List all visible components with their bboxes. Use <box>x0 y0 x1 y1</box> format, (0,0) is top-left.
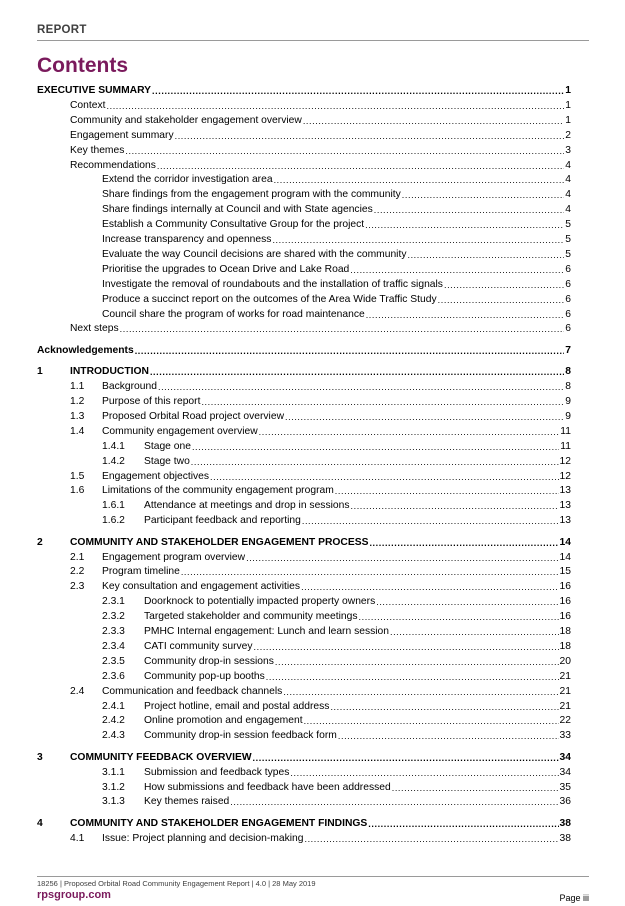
toc-leader-dots <box>301 580 558 594</box>
toc-leader-dots <box>438 293 565 307</box>
toc-entry[interactable] <box>37 781 571 795</box>
toc-entry-title: Produce a succinct report on the outcomes of the Area Wide Traffic Study <box>102 293 437 305</box>
toc-entry-title: Stage two <box>144 455 190 467</box>
toc-entry-title: Recommendations <box>70 159 156 171</box>
toc-entry[interactable] <box>37 595 571 609</box>
toc-entry-title: Investigate the removal of roundabouts and the installation of traffic signals <box>102 278 443 290</box>
toc-entry-page: 1 <box>565 114 571 126</box>
toc-entry-title: Participant feedback and reporting <box>144 515 301 527</box>
toc-entry[interactable] <box>37 714 571 728</box>
toc-entry-number: 1.4.2 <box>102 455 125 467</box>
toc-entry[interactable] <box>37 410 571 424</box>
toc-entry-page: 15 <box>559 566 571 578</box>
toc-entry[interactable] <box>37 470 571 484</box>
toc-entry-title: Evaluate the way Council decisions are shared with the community <box>102 248 407 260</box>
toc-entry-number: 1.2 <box>70 396 85 407</box>
toc-entry[interactable] <box>37 729 571 743</box>
toc-leader-dots <box>175 129 565 143</box>
footer-brand-link[interactable]: rpsgroup.com <box>37 889 111 901</box>
toc-leader-dots <box>369 536 558 550</box>
toc-entry-number: 2.4.1 <box>102 700 125 712</box>
toc-entry[interactable] <box>37 380 571 394</box>
toc-entry-number: 4.1 <box>70 832 85 844</box>
toc-entry-title: Community drop-in session feedback form <box>144 730 337 742</box>
toc-entry-title: Submission and feedback types <box>144 766 290 778</box>
toc-entry-title: How submissions and feedback have been addressed <box>144 781 391 793</box>
toc-entry[interactable] <box>37 203 571 217</box>
toc-entry[interactable] <box>37 766 571 780</box>
toc-entry[interactable] <box>37 114 571 128</box>
toc-entry-page: 35 <box>559 781 571 793</box>
toc-entry-number: 1.5 <box>70 470 85 482</box>
toc-leader-dots <box>157 159 564 173</box>
toc-entry-title: Limitations of the community engagement program <box>102 485 334 497</box>
toc-entry[interactable] <box>37 144 571 158</box>
toc-entry-page: 13 <box>559 485 571 497</box>
toc-entry-page: 13 <box>559 500 571 512</box>
toc-entry-number: 2 <box>37 536 43 548</box>
toc-leader-dots <box>390 625 559 639</box>
toc-entry-page: 22 <box>559 715 571 727</box>
toc-entry[interactable] <box>37 484 571 498</box>
toc-leader-dots <box>150 365 564 379</box>
toc-entry-page: 5 <box>565 219 571 231</box>
toc-leader-dots <box>246 551 558 565</box>
toc-entry[interactable] <box>37 293 571 307</box>
toc-entry-title: Background <box>102 381 157 393</box>
toc-leader-dots <box>351 499 559 513</box>
toc-entry-title: Key themes <box>70 144 125 156</box>
toc-entry-page: 11 <box>560 440 571 452</box>
toc-leader-dots <box>302 514 559 528</box>
toc-leader-dots <box>402 188 565 202</box>
toc-entry-number: 2.4.2 <box>102 715 125 727</box>
toc-leader-dots <box>192 440 559 454</box>
toc-entry-page: 4 <box>565 174 571 186</box>
toc-entry-title: INTRODUCTION <box>70 366 149 378</box>
toc-entry-page: 14 <box>559 551 571 563</box>
toc-entry-title: CATI community survey <box>144 640 253 652</box>
toc-entry[interactable] <box>37 610 571 624</box>
toc-entry-number: 1.1 <box>70 381 85 393</box>
toc-leader-dots <box>366 308 565 322</box>
toc-leader-dots <box>210 470 558 484</box>
toc-entry[interactable] <box>37 551 571 565</box>
toc-entry-page: 36 <box>559 796 571 808</box>
toc-entry-page: 21 <box>559 685 571 697</box>
toc-leader-dots <box>350 263 564 277</box>
toc-entry-page: 33 <box>559 730 571 742</box>
toc-entry-title: COMMUNITY FEEDBACK OVERVIEW <box>70 751 252 763</box>
toc-entry[interactable] <box>37 580 571 594</box>
toc-leader-dots <box>158 380 564 394</box>
footer-divider <box>37 876 589 877</box>
toc-entry-title: Key themes raised <box>144 796 230 808</box>
toc-entry-page: 34 <box>559 766 571 778</box>
toc-entry-page: 8 <box>565 366 571 378</box>
toc-leader-dots <box>304 714 559 728</box>
toc-entry-number: 1.6.1 <box>102 500 125 512</box>
toc-entry[interactable] <box>37 395 571 409</box>
toc-entry[interactable] <box>37 670 571 684</box>
toc-entry-title: Issue: Project planning and decision-making <box>102 832 304 844</box>
toc-leader-dots <box>338 729 559 743</box>
toc-entry-title: Extend the corridor investigation area <box>102 174 273 186</box>
toc-entry-title: Increase transparency and openness <box>102 234 272 245</box>
toc-entry-page: 14 <box>559 536 571 548</box>
toc-entry-title: EXECUTIVE SUMMARY <box>37 85 152 96</box>
toc-entry-page: 16 <box>559 581 571 593</box>
toc-entry[interactable] <box>37 795 571 809</box>
toc-entry-page: 1 <box>565 85 571 96</box>
toc-entry-number: 2.3 <box>70 581 85 593</box>
toc-leader-dots <box>152 84 564 98</box>
toc-entry[interactable] <box>37 84 571 98</box>
toc-leader-dots <box>259 425 560 439</box>
toc-entry-page: 16 <box>559 596 571 608</box>
toc-entry-title: Targeted stakeholder and community meetings <box>144 611 358 623</box>
toc-entry-title: Stage one <box>144 440 191 452</box>
toc-leader-dots <box>253 751 559 765</box>
toc-entry-title: Community engagement overview <box>102 425 258 437</box>
toc-entry-number: 1.6.2 <box>102 515 125 527</box>
toc-entry-title: Engagement program overview <box>102 551 246 563</box>
toc-leader-dots <box>230 795 558 809</box>
toc-leader-dots <box>376 595 558 609</box>
toc-entry-number: 2.3.4 <box>102 640 125 652</box>
toc-entry-title: Online promotion and engagement <box>144 715 303 727</box>
toc-entry[interactable] <box>37 700 571 714</box>
toc-entry-page: 16 <box>559 611 571 623</box>
toc-leader-dots <box>191 455 559 469</box>
toc-entry-page: 21 <box>559 670 571 682</box>
toc-entry-number: 2.2 <box>70 566 85 578</box>
toc-entry-page: 13 <box>559 515 571 527</box>
toc-entry-title: COMMUNITY AND STAKEHOLDER ENGAGEMENT PROCESS <box>70 536 369 548</box>
toc-entry[interactable] <box>37 159 571 173</box>
toc-entry-page: 18 <box>559 640 571 652</box>
toc-entry[interactable] <box>37 565 571 579</box>
toc-leader-dots <box>285 410 564 424</box>
toc-entry-title: Establish a Community Consultative Group for the project <box>102 219 365 231</box>
toc-entry-page: 1 <box>565 99 571 111</box>
report-header-label: REPORT <box>37 24 87 36</box>
toc-entry-title: COMMUNITY AND STAKEHOLDER ENGAGEMENT FINDINGS <box>70 817 368 829</box>
toc-entry-title: Communication and feedback channels <box>102 685 283 697</box>
footer-page-number: Page iii <box>559 893 589 903</box>
toc-entry[interactable] <box>37 455 571 469</box>
toc-entry-title: Engagement summary <box>70 129 174 141</box>
toc-entry-page: 34 <box>559 751 571 763</box>
toc-entry-page: 4 <box>565 189 571 201</box>
toc-leader-dots <box>283 685 558 699</box>
toc-entry[interactable] <box>37 514 571 528</box>
toc-entry-page: 6 <box>565 278 571 290</box>
toc-leader-dots <box>304 832 558 846</box>
toc-entry-number: 1.4.1 <box>102 440 125 452</box>
toc-entry-number: 2.3.2 <box>102 611 125 623</box>
toc-leader-dots <box>392 781 559 795</box>
toc-entry-title: Community drop-in sessions <box>144 655 274 667</box>
toc-entry[interactable] <box>37 278 571 292</box>
toc-entry-number: 1 <box>37 366 43 378</box>
toc-leader-dots <box>290 766 558 780</box>
toc-entry-title: Community and stakeholder engagement overview <box>70 114 302 126</box>
toc-entry-title: Prioritise the upgrades to Ocean Drive and Lake Road <box>102 263 350 275</box>
toc-entry-page: 11 <box>560 425 571 437</box>
toc-leader-dots <box>181 565 559 579</box>
toc-entry-page: 38 <box>559 817 571 829</box>
footer-document-info: 18256 | Proposed Orbital Road Community Engagement Report | 4.0 | 28 May 2019 <box>37 879 316 888</box>
toc-entry[interactable] <box>37 655 571 669</box>
toc-entry-page: 6 <box>565 323 571 335</box>
toc-leader-dots <box>272 233 564 247</box>
toc-entry-page: 5 <box>565 234 571 245</box>
toc-entry-title: Purpose of this report <box>102 396 201 407</box>
toc-entry-number: 2.3.3 <box>102 626 125 637</box>
toc-leader-dots <box>125 144 564 158</box>
toc-entry-number: 2.1 <box>70 551 85 563</box>
toc-entry-title: Program timeline <box>102 566 180 578</box>
toc-entry[interactable] <box>37 365 571 379</box>
toc-entry-title: Community pop-up booths <box>144 670 265 682</box>
toc-entry-title: Proposed Orbital Road project overview <box>102 410 285 422</box>
toc-entry[interactable] <box>37 344 571 358</box>
toc-entry-number: 1.6 <box>70 485 85 497</box>
toc-entry[interactable] <box>37 817 571 831</box>
toc-entry-number: 3.1.1 <box>102 766 125 778</box>
toc-leader-dots <box>275 655 559 669</box>
toc-entry-number: 1.4 <box>70 425 85 437</box>
toc-leader-dots <box>335 484 559 498</box>
toc-leader-dots <box>266 670 559 684</box>
toc-entry[interactable] <box>37 751 571 765</box>
toc-entry-title: Key consultation and engagement activities <box>102 581 301 593</box>
toc-entry-page: 3 <box>565 144 571 156</box>
toc-entry-number: 2.4.3 <box>102 730 125 742</box>
toc-entry[interactable] <box>37 322 571 336</box>
toc-entry-number: 2.3.1 <box>102 596 125 608</box>
toc-entry-number: 2.3.5 <box>102 655 125 667</box>
toc-entry[interactable] <box>37 308 571 322</box>
toc-entry[interactable] <box>37 440 571 454</box>
toc-entry-title: PMHC Internal engagement: Lunch and learn session <box>144 626 389 637</box>
toc-leader-dots <box>407 248 564 262</box>
toc-entry[interactable] <box>37 233 571 247</box>
toc-entry-page: 18 <box>559 626 571 637</box>
toc-leader-dots <box>365 218 564 232</box>
toc-leader-dots <box>120 322 565 336</box>
toc-entry-title: Engagement objectives <box>102 470 210 482</box>
toc-entry[interactable] <box>37 173 571 187</box>
toc-entry-page: 7 <box>565 344 571 356</box>
toc-entry-page: 6 <box>565 263 571 275</box>
toc-entry-title: Doorknock to potentially impacted property owners <box>144 596 376 608</box>
toc-leader-dots <box>330 700 558 714</box>
toc-entry-page: 2 <box>565 129 571 141</box>
toc-entry[interactable] <box>37 129 571 143</box>
toc-entry-page: 6 <box>565 293 571 305</box>
toc-entry[interactable] <box>37 99 571 113</box>
toc-entry-number: 2.4 <box>70 685 85 697</box>
toc-entry-number: 3 <box>37 751 43 763</box>
toc-entry-page: 6 <box>565 308 571 320</box>
toc-entry-title: Council share the program of works for road maintenance <box>102 308 365 320</box>
toc-entry-title: Attendance at meetings and drop in sessions <box>144 500 350 512</box>
toc-leader-dots <box>201 395 564 409</box>
toc-entry-page: 4 <box>565 159 571 171</box>
toc-entry[interactable] <box>37 425 571 439</box>
toc-entry-number: 3.1.3 <box>102 796 125 808</box>
toc-entry[interactable] <box>37 248 571 262</box>
toc-entry-number: 4 <box>37 817 43 829</box>
page-title: Contents <box>37 54 128 77</box>
toc-entry-page: 8 <box>565 381 571 393</box>
toc-leader-dots <box>303 114 564 128</box>
toc-entry-number: 3.1.2 <box>102 781 125 793</box>
toc-entry[interactable] <box>37 218 571 232</box>
toc-entry[interactable] <box>37 832 571 846</box>
toc-entry-page: 9 <box>565 410 571 422</box>
toc-entry-number: 2.3.6 <box>102 670 125 682</box>
toc-entry-page: 21 <box>559 700 571 712</box>
toc-entry-page: 4 <box>565 204 571 216</box>
toc-entry[interactable] <box>37 536 571 550</box>
toc-entry-page: 38 <box>559 832 571 844</box>
toc-entry-title: Share findings from the engagement program with the community <box>102 189 401 201</box>
header-divider <box>37 40 589 41</box>
toc-leader-dots <box>374 203 565 217</box>
toc-entry-title: Project hotline, email and postal address <box>144 700 330 712</box>
toc-entry-title: Share findings internally at Council and with State agencies <box>102 204 373 216</box>
toc-entry-title: Next steps <box>70 323 119 335</box>
toc-entry-title: Acknowledgements <box>37 344 134 356</box>
toc-entry-page: 12 <box>559 455 571 467</box>
toc-entry-title: Context <box>70 99 106 111</box>
toc-entry[interactable] <box>37 640 571 654</box>
toc-entry[interactable] <box>37 625 571 639</box>
toc-entry-page: 12 <box>559 470 571 482</box>
toc-entry[interactable] <box>37 188 571 202</box>
toc-entry[interactable] <box>37 263 571 277</box>
toc-entry-page: 20 <box>559 655 571 667</box>
toc-leader-dots <box>135 344 565 358</box>
toc-leader-dots <box>368 817 558 831</box>
toc-entry-page: 5 <box>565 248 571 260</box>
toc-entry-number: 1.3 <box>70 410 85 422</box>
toc-leader-dots <box>274 173 565 187</box>
toc-leader-dots <box>444 278 564 292</box>
toc-leader-dots <box>359 610 559 624</box>
toc-entry[interactable] <box>37 499 571 513</box>
toc-entry-page: 9 <box>565 396 571 407</box>
toc-leader-dots <box>254 640 559 654</box>
toc-leader-dots <box>107 99 565 113</box>
toc-entry[interactable] <box>37 685 571 699</box>
